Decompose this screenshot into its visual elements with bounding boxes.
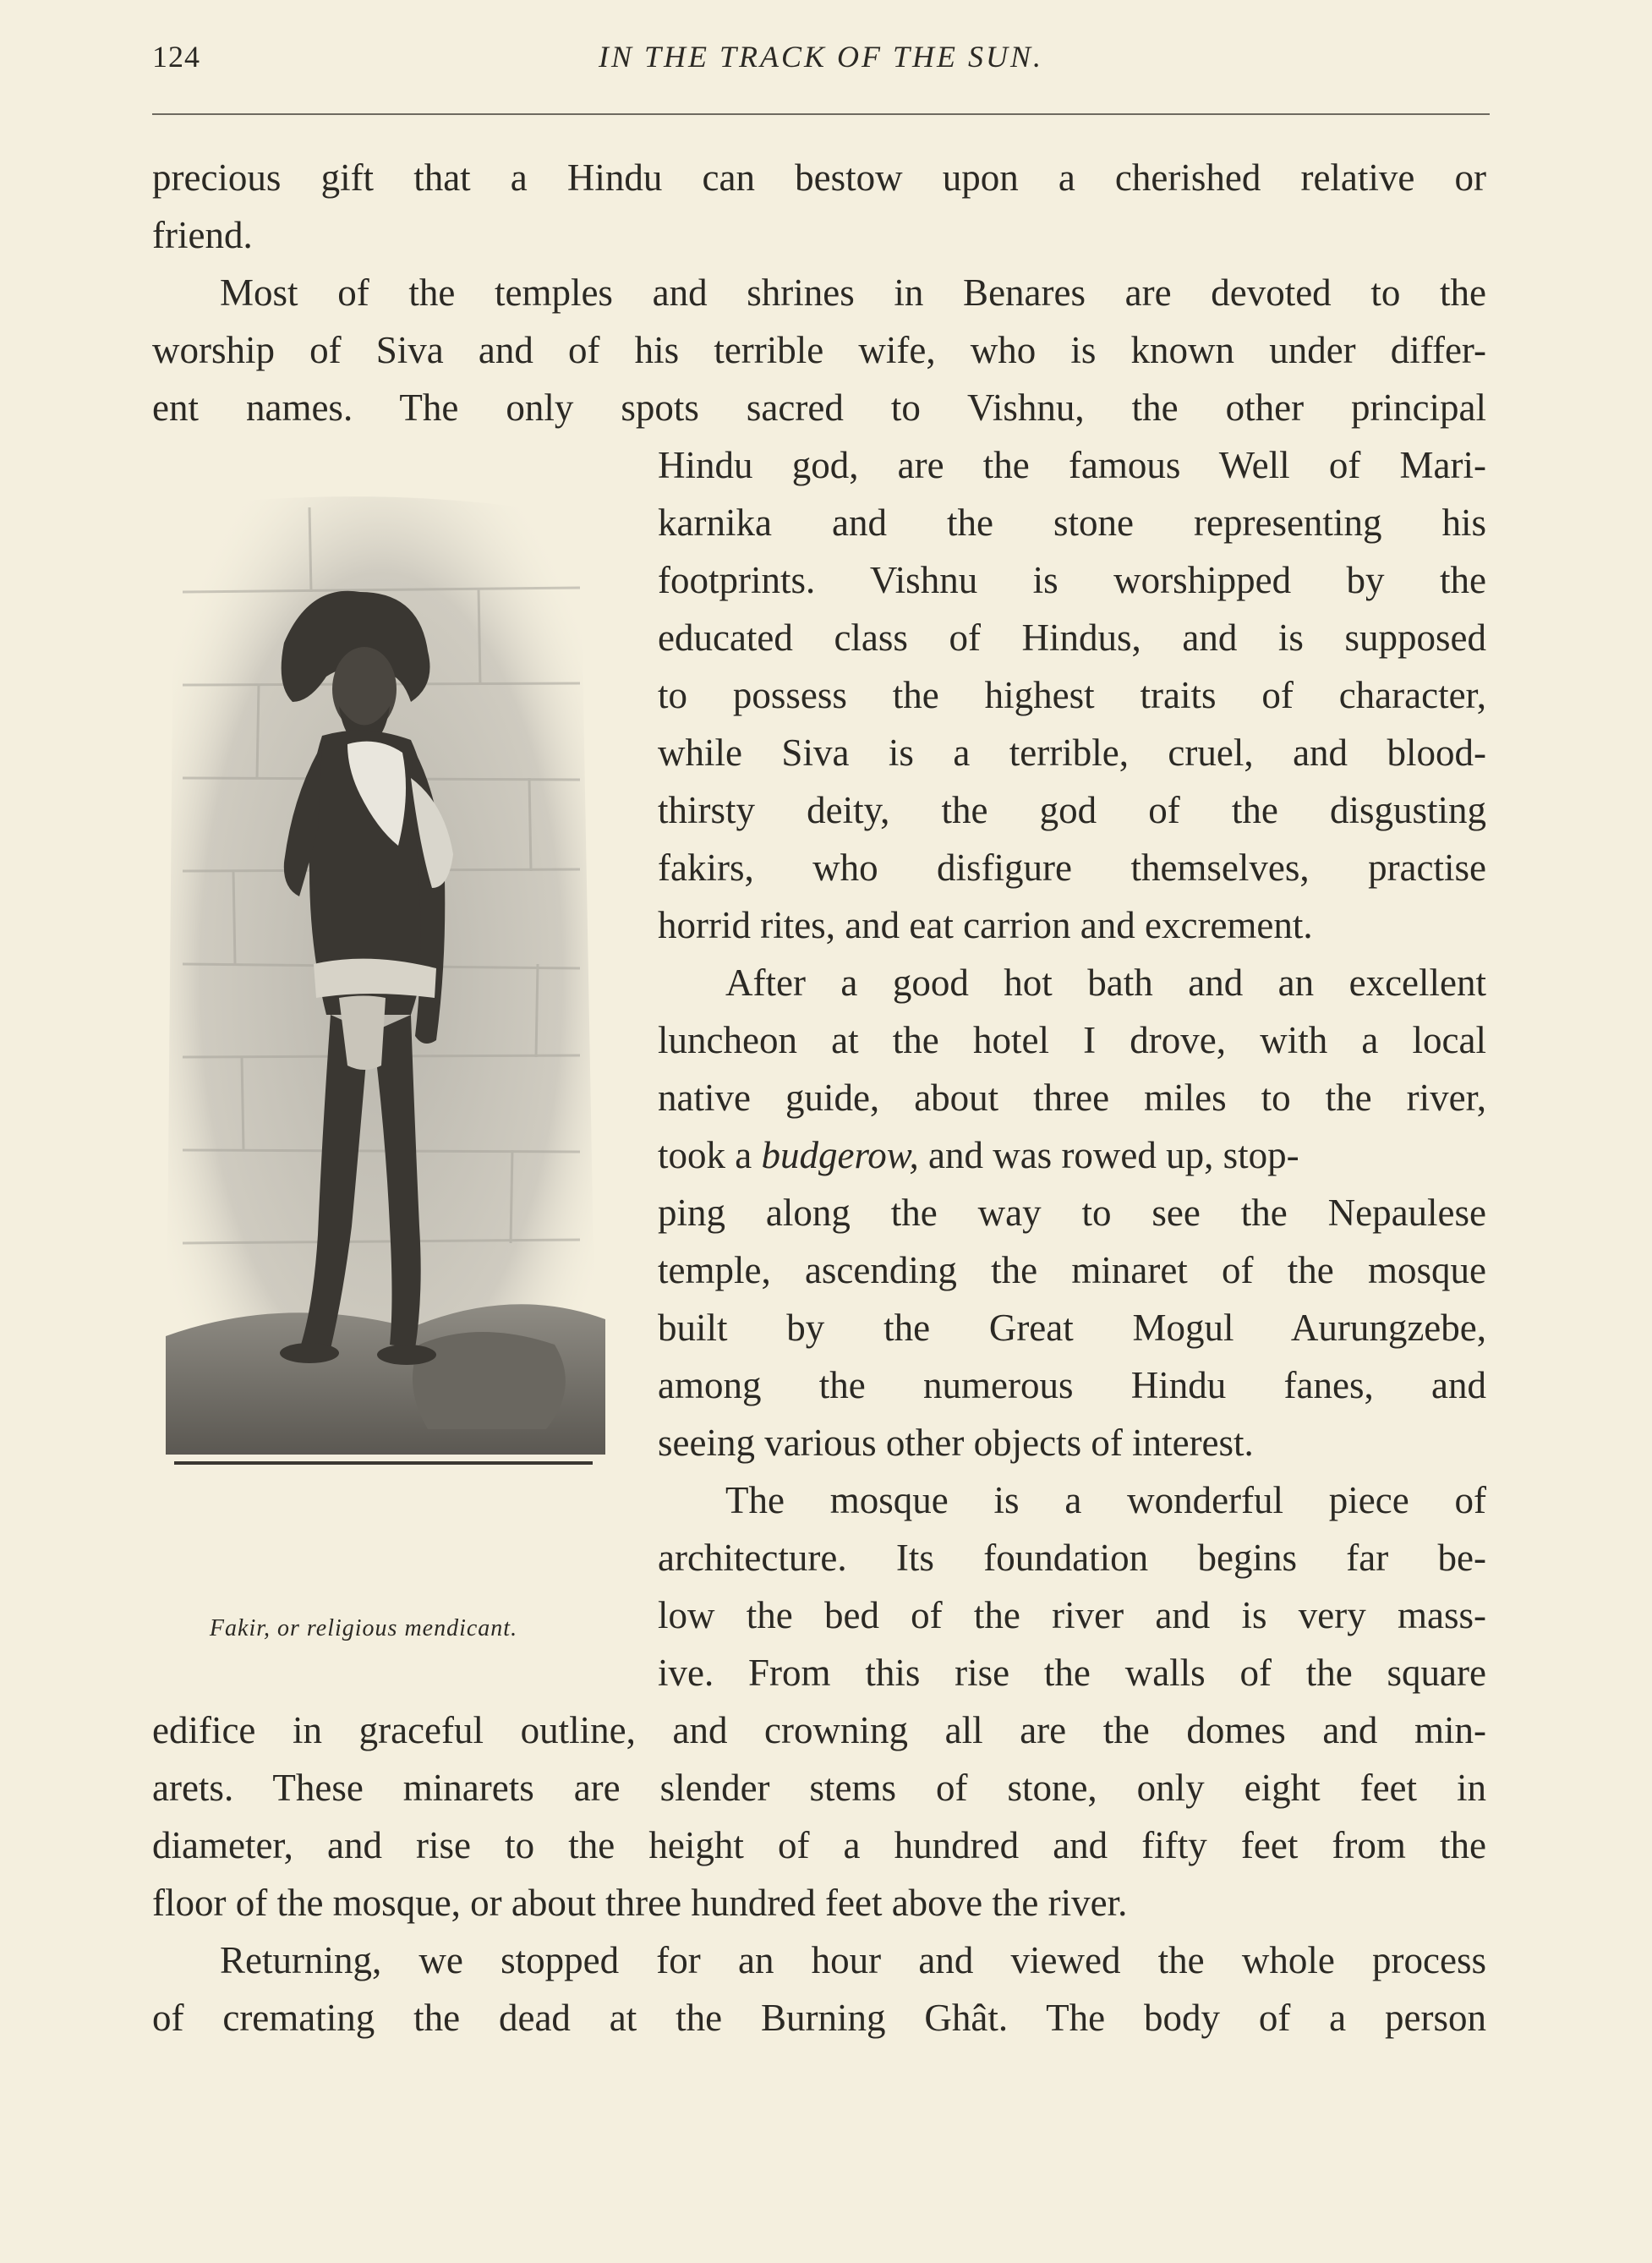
- fakir-photograph: [157, 490, 614, 1598]
- text-line: educated class of Hindus, and is supposed: [658, 616, 1486, 659]
- text-line: diameter, and rise to the height of a hundred and fifty feet from the: [152, 1824, 1486, 1866]
- text-line: karnika and the stone representing his: [658, 501, 1486, 544]
- text-line: precious gift that a Hindu can bestow upon a cherished relative or: [152, 156, 1486, 199]
- text-line: luncheon at the hotel I drove, with a local: [658, 1019, 1486, 1061]
- text-line: ping along the way to see the Nepaulese: [658, 1192, 1486, 1234]
- text-line: After a good hot bath and an excellent: [725, 962, 1486, 1004]
- text-line: arets. These minarets are slender stems of stone, only eight feet in: [152, 1767, 1486, 1809]
- italic-word: budgerow,: [761, 1134, 919, 1176]
- text-line: while Siva is a terrible, cruel, and blood-: [658, 732, 1486, 774]
- text-fragment: took a: [658, 1134, 762, 1176]
- text-line: built by the Great Mogul Aurungzebe,: [658, 1307, 1486, 1349]
- text-line: horrid rites, and eat carrion and excrement.: [658, 904, 1313, 946]
- header-rule: [152, 113, 1490, 115]
- plate-caption: Fakir, or religious mendicant.: [209, 1615, 518, 1641]
- text-line: temple, ascending the minaret of the mosque: [658, 1249, 1486, 1291]
- text-line: among the numerous Hindu fanes, and: [658, 1364, 1486, 1406]
- text-line: ive. From this rise the walls of the square: [658, 1652, 1486, 1694]
- text-line: Returning, we stopped for an hour and viewed the whole process: [220, 1939, 1486, 1981]
- text-line: fakirs, who disfigure themselves, practise: [658, 847, 1486, 889]
- text-line-budgerow: [658, 1126, 1486, 1184]
- text-line: architecture. Its foundation begins far be-: [658, 1537, 1486, 1579]
- text-line: thirsty deity, the god of the disgusting: [658, 789, 1486, 831]
- text-line: low the bed of the river and is very mass-: [658, 1594, 1486, 1636]
- text-line: friend.: [152, 214, 253, 256]
- text-fragment: and was rowed up, stop-: [927, 1134, 1299, 1176]
- text-line: Hindu god, are the famous Well of Mari-: [658, 444, 1486, 486]
- running-head: [152, 39, 1490, 81]
- text-line: to possess the highest traits of character,: [658, 674, 1486, 716]
- fakir-photograph-image: [157, 490, 614, 1598]
- text-line: of cremating the dead at the Burning Ghât. The body of a person: [152, 1997, 1486, 2039]
- text-line: floor of the mosque, or about three hundred feet above the river.: [152, 1882, 1128, 1924]
- text-line: Most of the temples and shrines in Benares are devoted to the: [220, 271, 1486, 314]
- text-line: The mosque is a wonderful piece of: [725, 1479, 1486, 1521]
- running-title: IN THE TRACK OF THE SUN.: [598, 40, 1044, 74]
- text-line: worship of Siva and of his terrible wife, who is known under differ-: [152, 329, 1486, 371]
- text-line: ent names. The only spots sacred to Vishnu, the other principal: [152, 386, 1486, 429]
- text-line: seeing various other objects of interest.: [658, 1422, 1254, 1464]
- text-line: native guide, about three miles to the river,: [658, 1077, 1486, 1119]
- page-number: 124: [152, 40, 200, 74]
- text-line: edifice in graceful outline, and crowning all are the domes and min-: [152, 1709, 1486, 1751]
- text-line: footprints. Vishnu is worshipped by the: [658, 559, 1486, 601]
